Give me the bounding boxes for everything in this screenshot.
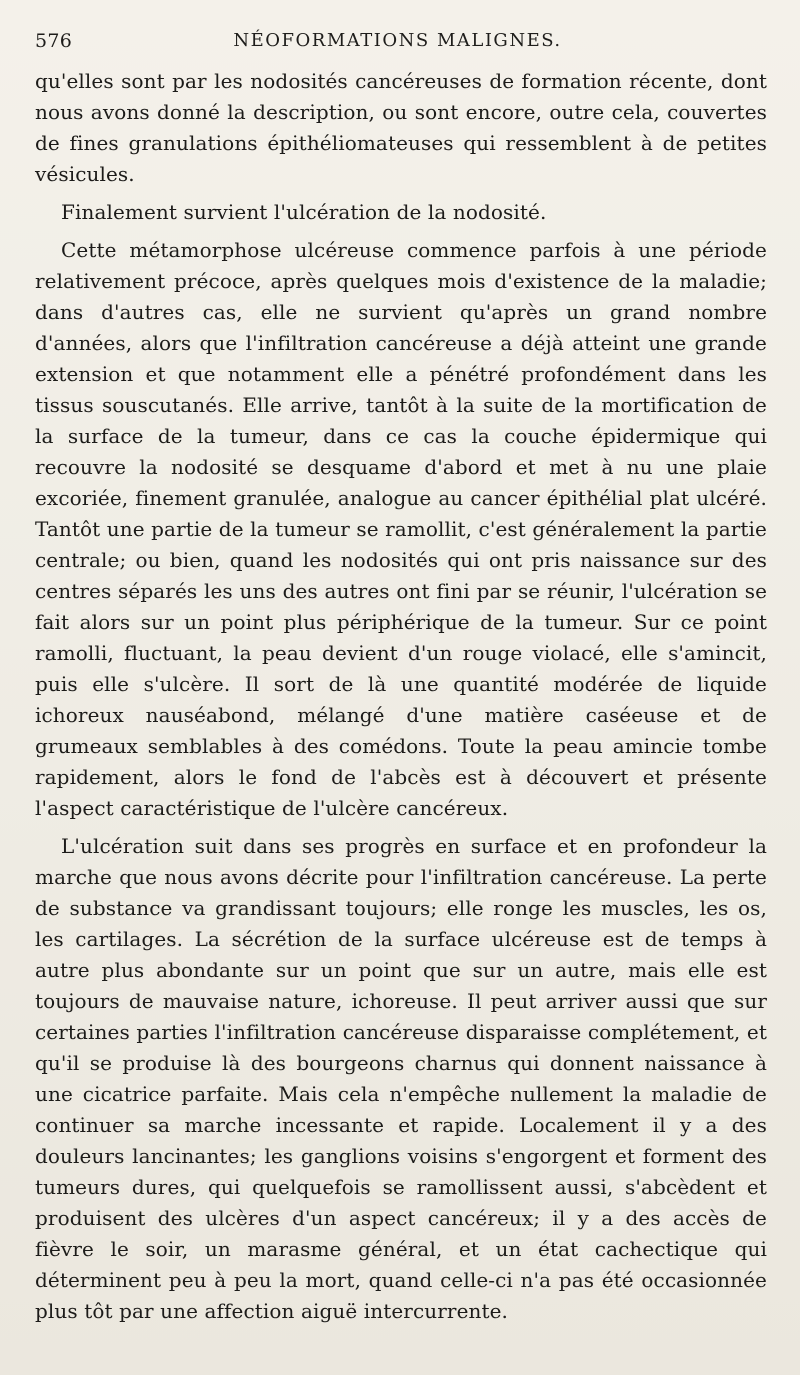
- body-text: [35, 66, 767, 1334]
- page-number: 576: [35, 30, 73, 52]
- page-header: [35, 30, 760, 60]
- paragraph-ulceration-intro: Finalement survient l'ulcération de la nodosité.: [61, 200, 547, 224]
- paragraph-ulcerous-metamorphosis: Cette métamorphose ulcéreuse commence parfois à une période relativement précoce, après quelques mois d'existence de la maladie; dans d'autres cas, elle ne survient qu'après un grand nombre d'années, alors que l'infiltration cancéreuse a déjà atteint une grande extension et que notamment elle a pénétré profondément dans les tissus souscutanés. Elle arrive, tantôt à la suite de la mortification de la surface de la tumeur, dans ce cas la couche épidermique qui recouvre la nodosité se desquame d'abord et met à nu une plaie excoriée, finement granulée, analogue au cancer épithélial plat ulcéré. Tantôt une partie de la tumeur se ramollit, c'est généralement la partie centrale; ou bien, quand les nodosités qui ont pris naissance sur des centres séparés les uns des autres ont fini par se réunir, l'ulcération se fait alors sur un point plus périphérique de la tumeur. Sur ce point ramolli, fluctuant, la peau devient d'un rouge violacé, elle s'amincit, puis elle s'ulcère. Il sort de là une quantité modérée de liquide ichoreux nauséabond, mélangé d'une matière caséeuse et de grumeaux semblables à des comédons. Toute la peau amincie tombe rapidement, alors le fond de l'abcès est à découvert et présente l'aspect caractéristique de l'ulcère cancéreux.: [35, 238, 767, 820]
- running-title: NÉOFORMATIONS MALIGNES.: [233, 30, 562, 51]
- paragraph-continuation: qu'elles sont par les nodosités cancéreuses de formation récente, dont nous avons donné la description, ou sont encore, outre cela, couvertes de fines granulations épithéliomateuses qui ressemblent à de petites vésicules.: [35, 69, 767, 186]
- paragraph-ulceration-progress: L'ulcération suit dans ses progrès en surface et en profondeur la marche que nous avons décrite pour l'infiltration cancéreuse. La perte de substance va grandissant toujours; elle ronge les muscles, les os, les cartilages. La sécrétion de la surface ulcéreuse est de temps à autre plus abondante sur un point que sur un autre, mais elle est toujours de mauvaise nature, ichoreuse. Il peut arriver aussi que sur certaines parties l'infiltration cancéreuse disparaisse complétement, et qu'il se produise là des bourgeons charnus qui donnent naissance à une cicatrice parfaite. Mais cela n'empêche nullement la maladie de continuer sa marche incessante et rapide. Localement il y a des douleurs lancinantes; les ganglions voisins s'engorgent et forment des tumeurs dures, qui quelquefois se ramollissent aussi, s'abcèdent et produisent des ulcères d'un aspect cancéreux; il y a des accès de fièvre le soir, un marasme général, et un état cachectique qui déterminent peu à peu la mort, quand celle-ci n'a pas été occasionnée plus tôt par une affection aiguë intercurrente.: [35, 834, 767, 1323]
